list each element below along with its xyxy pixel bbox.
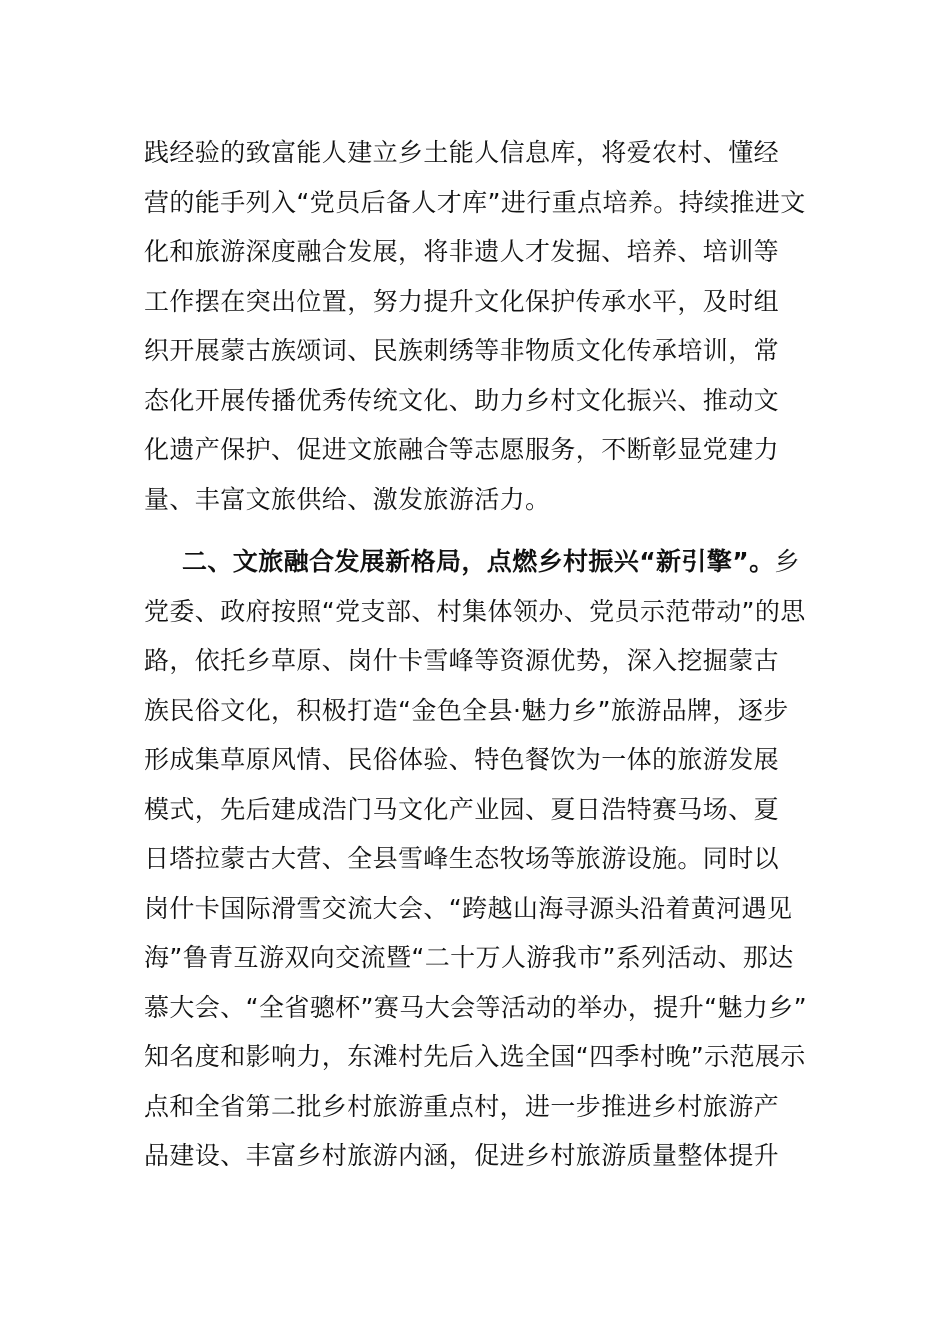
text-line-first bbox=[144, 537, 806, 587]
text-line: 量、丰富文旅供给、激发旅游活力。 bbox=[144, 484, 551, 514]
paragraph-1 bbox=[144, 128, 806, 524]
text-line: 化遗产保护、促进文旅融合等志愿服务，不断彰显党建力 bbox=[144, 435, 780, 464]
text-line: 模式，先后建成浩门马文化产业园、夏日浩特赛马场、夏 bbox=[144, 794, 780, 824]
text-line: 营的能手列入“党员后备人才库”进行重点培养。持续推进文 bbox=[144, 187, 806, 217]
text-line: 形成集草原风情、民俗体验、特色餐饮为一体的旅游发展 bbox=[144, 745, 780, 774]
text-line: 族民俗文化，积极打造“金色全县·魅力乡”旅游品牌，逐步 bbox=[144, 695, 789, 725]
text-line: 践经验的致富能人建立乡土能人信息库，将爱农村、懂经 bbox=[144, 138, 780, 167]
text-line: 品建设、丰富乡村旅游内涵，促进乡村旅游质量整体提升 bbox=[144, 1141, 780, 1170]
text-line: 态化开展传播优秀传统文化、助力乡村文化振兴、推动文 bbox=[144, 385, 780, 415]
text-line: 知名度和影响力，东滩村先后入选全国“四季村晚”示范展示 bbox=[144, 1042, 806, 1071]
text-line: 织开展蒙古族颂词、民族刺绣等非物质文化传承培训，常 bbox=[144, 336, 780, 365]
heading-continuation: 乡 bbox=[774, 547, 800, 576]
text-line: 路，依托乡草原、岗什卡雪峰等资源优势，深入挖掘蒙古 bbox=[144, 646, 780, 675]
text-line: 日塔拉蒙古大营、全县雪峰生态牧场等旅游设施。同时以 bbox=[144, 844, 780, 873]
text-line: 化和旅游深度融合发展，将非遗人才发掘、培养、培训等 bbox=[144, 237, 780, 266]
text-line: 海”鲁青互游双向交流暨“二十万人游我市”系列活动、那达 bbox=[144, 943, 794, 972]
text-line: 党委、政府按照“党支部、村集体领办、党员示范带动”的思 bbox=[144, 596, 806, 626]
text-line: 点和全省第二批乡村旅游重点村，进一步推进乡村旅游产 bbox=[144, 1091, 780, 1121]
paragraph-2 bbox=[144, 537, 806, 1181]
text-line: 岗什卡国际滑雪交流大会、“跨越山海寻源头沿着黄河遇见 bbox=[144, 893, 793, 923]
section-heading: 二、文旅融合发展新格局，点燃乡村振兴“新引擎”。 bbox=[182, 547, 775, 576]
text-line: 慕大会、“全省骢杯”赛马大会等活动的举办，提升“魅力乡” bbox=[144, 992, 808, 1022]
text-line: 工作摆在突出位置，努力提升文化保护传承水平，及时组 bbox=[144, 286, 780, 316]
